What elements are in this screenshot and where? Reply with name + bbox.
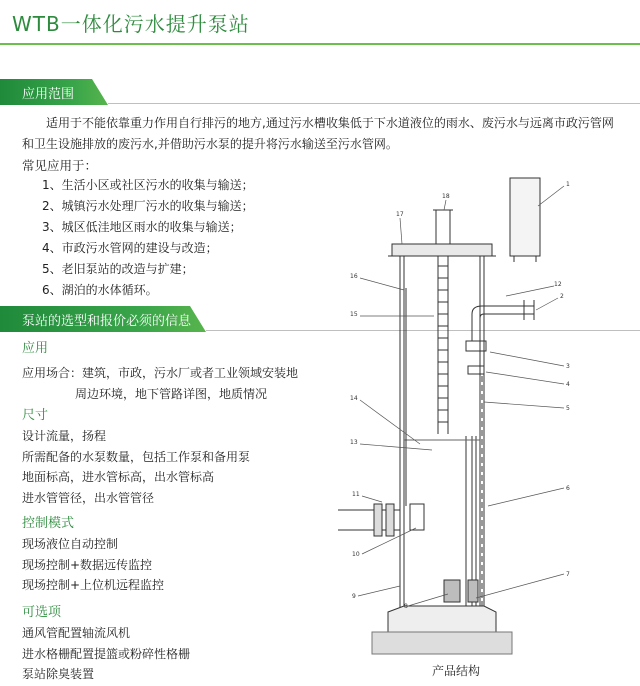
- info-line: 现场控制+数据远传监控: [22, 557, 153, 572]
- info-title: 控制模式: [22, 516, 75, 531]
- section-header-application-scope: [0, 79, 640, 105]
- callout-16: 16: [350, 273, 358, 280]
- callout-7: 7: [566, 571, 570, 578]
- backup-pump: [468, 580, 478, 602]
- page-title: WTB一体化污水提升泵站: [12, 12, 250, 36]
- top-cover: [392, 244, 492, 256]
- list-item: 4、市政污水管网的建设与改造；: [42, 241, 218, 255]
- inlet-basket: [410, 504, 424, 530]
- callout-14: 14: [350, 395, 358, 402]
- dimensions-info-block: [22, 406, 250, 508]
- callout-9: 9: [352, 593, 356, 600]
- info-line: 现场控制+上位机远程监控: [22, 578, 165, 592]
- section-heading: 应用范围: [22, 87, 75, 102]
- callout-2: 2: [560, 293, 564, 300]
- section-heading: 泵站的选型和报价必须的信息: [22, 314, 192, 329]
- callout-18: 18: [442, 193, 450, 200]
- common-uses-heading: 常见应用于：: [22, 158, 98, 173]
- info-line: 现场液位自动控制: [22, 537, 119, 551]
- pump-station-diagram: [338, 166, 640, 662]
- info-line: 进水格栅配置提篮或粉碎性格栅: [22, 646, 191, 661]
- info-title: 可选项: [22, 605, 62, 620]
- info-line: 通风管配置轴流风机: [22, 626, 131, 640]
- info-line: 设计流量，扬程: [22, 429, 107, 443]
- list-item: 3、城区低洼地区雨水的收集与输送；: [42, 220, 242, 234]
- options-info-block: [22, 603, 190, 685]
- application-info-block: [22, 339, 298, 404]
- callout-10: 10: [352, 551, 360, 558]
- outlet-pipe: [466, 300, 534, 374]
- tank-outline: [400, 256, 484, 632]
- callout-1: 1: [566, 181, 570, 188]
- concrete-foundation: [372, 632, 512, 654]
- ladder: [438, 256, 448, 434]
- check-valve: [466, 341, 486, 351]
- info-line: 进水管管径，出水管管径: [22, 490, 155, 505]
- list-item: 5、老旧泵站的改造与扩建；: [42, 262, 194, 276]
- callout-6: 6: [566, 485, 570, 492]
- info-line: 泵站除臭装置: [22, 667, 95, 681]
- application-list: [42, 175, 254, 301]
- info-line: 地面标高，进水管标高，出水管标高: [22, 470, 215, 484]
- list-item: 6、湖泊的水体循环。: [42, 283, 158, 297]
- inlet-pipe: [338, 504, 400, 536]
- info-title: 尺寸: [22, 408, 49, 423]
- callout-17: 17: [396, 211, 404, 218]
- control-mode-info-block: [22, 514, 164, 596]
- callout-12: 12: [554, 281, 562, 288]
- callout-4: 4: [566, 381, 570, 388]
- list-item: 1、生活小区或社区污水的收集与输送；: [42, 178, 254, 192]
- callout-13: 13: [350, 439, 358, 446]
- callout-3: 3: [566, 363, 570, 370]
- info-line: 应用场合：建筑，市政，污水厂或者工业领域安装地: [22, 366, 299, 380]
- vent-pipe: [436, 210, 450, 244]
- info-line: 所需配备的水泵数量，包括工作泵和备用泵: [22, 449, 251, 464]
- info-title: 应用: [22, 341, 49, 356]
- gate-valve: [468, 366, 484, 374]
- list-item: 2、城镇污水处理厂污水的收集与输送；: [42, 199, 254, 213]
- intro-paragraph: 适用于不能依靠重力作用自行排污的地方,通过污水槽收集低于下水道液位的雨水、废污水与远离市政污管网和卫生设施排放的废污水,并借助污水泵的提升将污水输送至污水管网。: [22, 116, 614, 151]
- callout-8: 8: [404, 603, 408, 610]
- callout-11: 11: [352, 491, 360, 498]
- callout-15: 15: [350, 311, 358, 318]
- title-divider: [0, 43, 640, 45]
- section-header-rule: [108, 103, 640, 104]
- control-cabinet: [510, 178, 540, 256]
- submersible-pump: [444, 580, 460, 602]
- diagram-caption: 产品结构: [432, 664, 481, 678]
- callout-5: 5: [566, 405, 570, 412]
- info-line: 周边环境，地下管路详图，地质情况: [75, 386, 268, 401]
